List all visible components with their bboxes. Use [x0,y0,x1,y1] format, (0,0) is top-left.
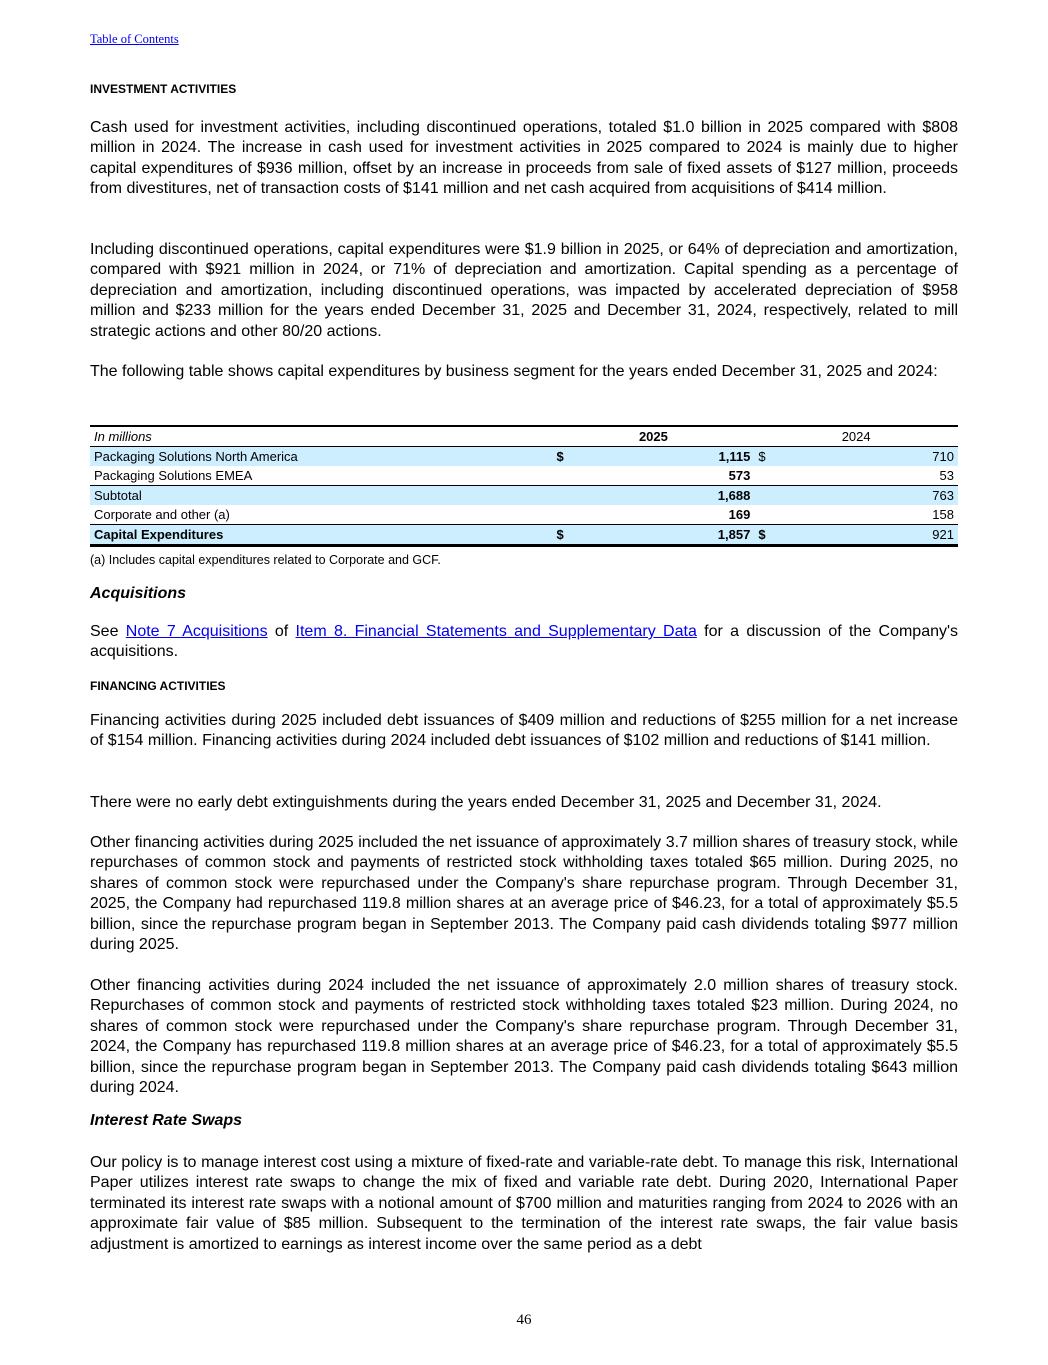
investment-activities-heading: INVESTMENT ACTIVITIES [90,82,237,96]
text-of: of [267,623,296,640]
value-2024: 763 [782,486,958,506]
currency-2024 [754,486,782,506]
table-footnote: (a) Includes capital expenditures related to Corporate and GCF. [90,553,441,567]
investment-paragraph-2: Including discontinued operations, capital expenditures were $1.9 billion in 2025, or 64% of depreciation and amortization, compared with $921 million in 2024, or 71% of depreciation and amortization. Capital spending as a percentage of depreciation and amortization, including discontinued operations, was impacted by accelerated depreciation of $958 million and $233 million for the years ended December 31, 2025 and December 31, 2024, respectively, related to mill strategic actions and other 80/20 actions. [90,241,958,340]
row-label: Capital Expenditures [90,525,553,546]
currency-2025 [553,505,581,525]
table-row [90,466,958,486]
header-2024: 2024 [754,426,958,447]
interest-rate-swaps-paragraph: Our policy is to manage interest cost using a mixture of fixed-rate and variable-rate debt. To manage this risk, International Paper utilizes interest rate swaps to change the mix of fixed and variable rate debt. During 2020, International Paper terminated its interest rate swaps with a notional amount of $700 million and maturities ranging from 2024 to 2026 with an approximate fair value of $85 million. Subsequent to the termination of the interest rate swaps, the fair value basis adjustment is amortized to earnings as interest income over the same period as a debt [90,1154,958,1253]
row-label: Subtotal [90,486,553,506]
table-row [90,447,958,467]
table-row-subtotal [90,486,958,506]
financing-activities-heading: FINANCING ACTIVITIES [90,679,226,693]
value-2025: 1,115 [580,447,754,467]
note-7-acquisitions-link[interactable]: Note 7 Acquisitions [125,623,268,640]
row-label: Packaging Solutions EMEA [94,468,253,483]
table-row-total [90,525,958,546]
table-of-contents-link[interactable]: Table of Contents [90,32,179,46]
text-see: See [90,623,126,640]
value-2024: 921 [782,525,958,546]
page-number: 46 [516,1312,532,1328]
currency-2025: $ [553,525,581,546]
financing-paragraph-1: Financing activities during 2025 included debt issuances of $409 million and reductions of $255 million for a net increase of $154 million. Financing activities during 2024 included debt issuances of $102 million and reductions of $141 million. [90,712,958,750]
value-2025: 169 [728,507,751,522]
currency-2025: $ [553,447,581,467]
row-label: Corporate and other (a) [94,507,230,522]
table-row [90,505,958,525]
financing-paragraph-2: There were no early debt extinguishments during the years ended December 31, 2025 and December 31, 2024. [90,794,882,811]
value-2025: 573 [728,468,751,483]
text-rest: for a discussion of the Company's acquisitions. [90,623,959,661]
financing-paragraph-3: Other financing activities during 2025 included the net issuance of approximately 3.7 million shares of treasury stock, while repurchases of common stock and payments of restricted stock withholding taxes totaled $65 million. During 2025, no shares of common stock were repurchased under the Company's share repurchase program. Through December 31, 2025, the Company had repurchased 119.8 million shares at an average price of $46.23, for a total of approximately $5.5 billion, since the repurchase program began in September 2013. The Company paid cash dividends totaling $977 million during 2025. [90,834,958,954]
currency-2024 [754,466,782,486]
currency-2025 [553,466,581,486]
value-2024: 710 [782,447,958,467]
row-label: Packaging Solutions North America [90,447,553,467]
currency-2025 [553,486,581,506]
value-2024: 53 [939,468,954,483]
header-2025: 2025 [553,426,755,447]
value-2024: 158 [932,507,954,522]
currency-2024: $ [754,525,782,546]
value-2025: 1,857 [580,525,754,546]
investment-paragraph-1: Cash used for investment activities, including discontinued operations, totaled $1.0 billion in 2025 compared with $808 million in 2024. The increase in cash used for investment activities in 2025 compared to 2024 is mainly due to higher capital expenditures of $936 million, offset by an increase in proceeds from sale of fixed assets of $127 million, proceeds from divestitures, net of transaction costs of $141 million and net cash acquired from acquisitions of $414 million. [90,119,958,198]
item-8-financial-statements-link[interactable]: Item 8. Financial Statements and Supplementary Data [295,623,697,640]
capex-by-segment-table [90,425,958,547]
value-2025: 1,688 [580,486,754,506]
investment-paragraph-3: The following table shows capital expenditures by business segment for the years ended December 31, 2025 and 2024: [90,363,938,380]
financing-paragraph-4: Other financing activities during 2024 included the net issuance of approximately 2.0 million shares of treasury stock. Repurchases of common stock and payments of restricted stock withholding taxes totaled $23 million. During 2024, no shares of common stock were repurchased under the Company's share repurchase program. Through December 31, 2024, the Company has repurchased 119.8 million shares at an average price of $46.23, for a total of approximately $5.5 billion, since the repurchase program began in September 2013. The Company paid cash dividends totaling $643 million during 2024. [90,977,958,1097]
currency-2024 [754,505,782,525]
acquisitions-paragraph [90,622,958,663]
currency-2024: $ [754,447,782,467]
acquisitions-heading: Acquisitions [90,585,187,602]
interest-rate-swaps-heading: Interest Rate Swaps [90,1112,243,1129]
header-in-millions: In millions [90,426,553,447]
table-header-row [90,426,958,447]
